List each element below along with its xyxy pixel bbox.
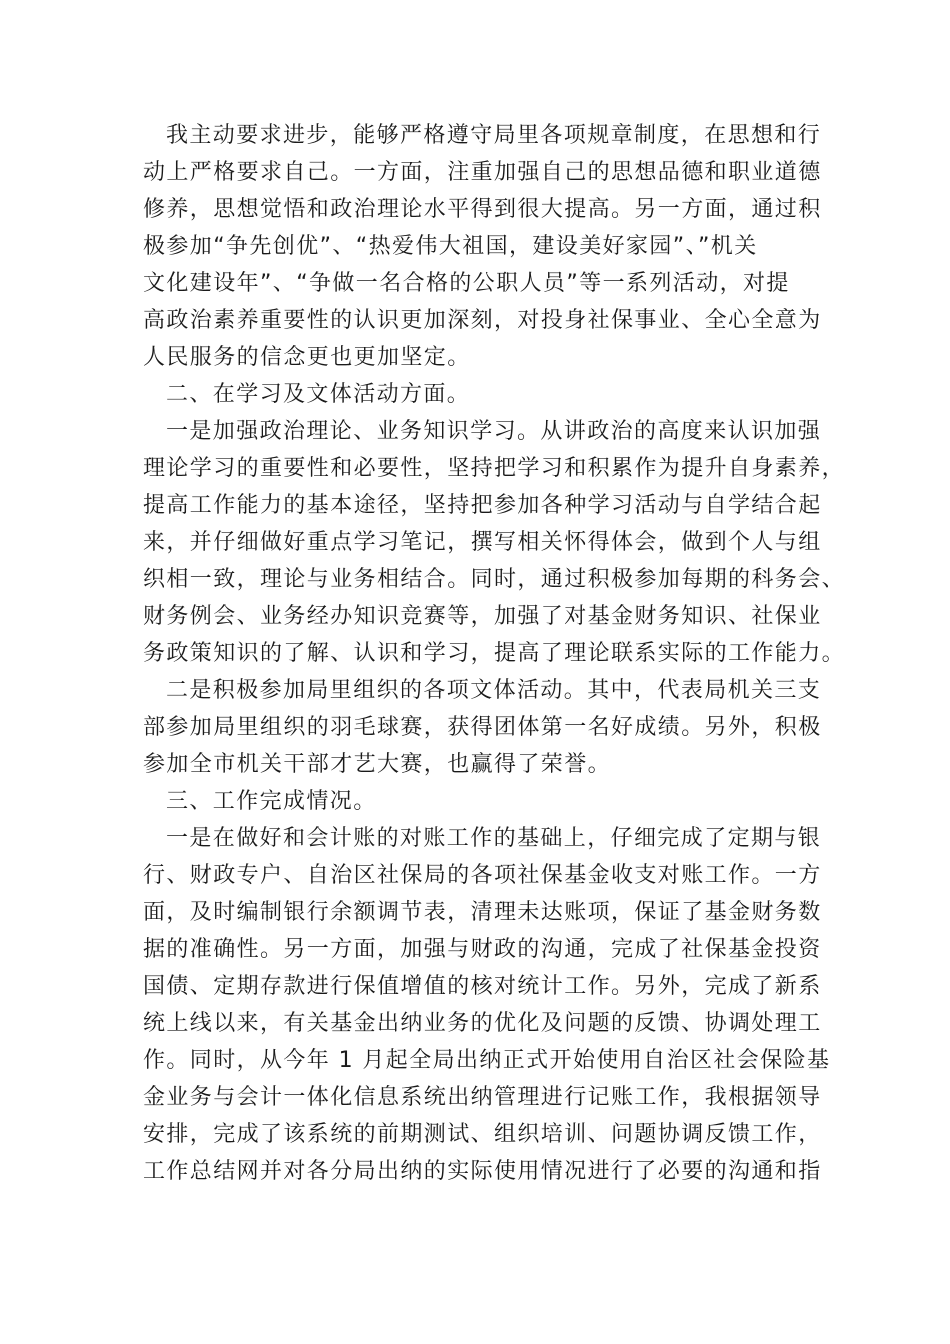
text-line: 人民服务的信念更也更加坚定。 xyxy=(143,345,471,370)
text-line: 修养，思想觉悟和政治理论水平得到很大提高。另一方面，通过积 xyxy=(143,197,822,222)
text-line: 文化建设年”、“争做一名合格的公职人员”等一系列活动，对提 xyxy=(143,271,790,296)
text-line: 部参加局里组织的羽毛球赛，获得团体第一名好成绩。另外，积极 xyxy=(143,715,822,740)
text-line: 二是积极参加局里组织的各项文体活动。其中，代表局机关三支 xyxy=(166,678,822,703)
text-line: 安排，完成了该系统的前期测试、组织培训、问题协调反馈工作， xyxy=(143,1122,822,1147)
text-line: 财务例会、业务经办知识竞赛等，加强了对基金财务知识、社保业 xyxy=(143,604,822,629)
text-line: 据的准确性。另一方面，加强与财政的沟通，完成了社保基金投资 xyxy=(143,937,822,962)
section-heading: 二、在学习及文体活动方面。 xyxy=(166,382,471,407)
text-line: 理论学习的重要性和必要性，坚持把学习和积累作为提升自身素养， xyxy=(143,456,846,481)
text-line: 我主动要求进步，能够严格遵守局里各项规章制度，在思想和行 xyxy=(166,123,822,148)
text-line: 提高工作能力的基本途径，坚持把参加各种学习活动与自学结合起 xyxy=(143,493,822,518)
text-line: 统上线以来，有关基金出纳业务的优化及问题的反馈、协调处理工 xyxy=(143,1011,822,1036)
text-line: 织相一致，理论与业务相结合。同时，通过积极参加每期的科务会、 xyxy=(143,567,846,592)
text-line: 一是在做好和会计账的对账工作的基础上，仔细完成了定期与银 xyxy=(166,826,822,851)
text-line: 行、财政专户、自治区社保局的各项社保基金收支对账工作。一方 xyxy=(143,863,822,888)
text-line: 作。同时，从今年 1 月起全局出纳正式开始使用自治区社会保险基 xyxy=(143,1048,831,1073)
text-line: 来，并仔细做好重点学习笔记，撰写相关怀得体会，做到个人与组 xyxy=(143,530,822,555)
text-line: 高政治素养重要性的认识更加深刻，对投身社保事业、全心全意为 xyxy=(143,308,822,333)
text-line: 国债、定期存款进行保值增值的核对统计工作。另外，完成了新系 xyxy=(143,974,822,999)
text-line: 一是加强政治理论、业务知识学习。从讲政治的高度来认识加强 xyxy=(166,419,822,444)
text-line: 务政策知识的了解、认识和学习，提高了理论联系实际的工作能力。 xyxy=(143,641,846,666)
section-heading: 三、工作完成情况。 xyxy=(166,789,377,814)
text-line: 动上严格要求自己。一方面，注重加强自己的思想品德和职业道德 xyxy=(143,160,822,185)
text-line: 极参加“争先创优”、“热爱伟大祖国，建设美好家园”、”机关 xyxy=(143,234,758,259)
text-line: 参加全市机关干部才艺大赛，也赢得了荣誉。 xyxy=(143,752,612,777)
text-line: 面，及时编制银行余额调节表，清理未达账项，保证了基金财务数 xyxy=(143,900,822,925)
text-line: 金业务与会计一体化信息系统出纳管理进行记账工作，我根据领导 xyxy=(143,1085,822,1110)
text-line: 工作总结网并对各分局出纳的实际使用情况进行了必要的沟通和指 xyxy=(143,1159,822,1184)
